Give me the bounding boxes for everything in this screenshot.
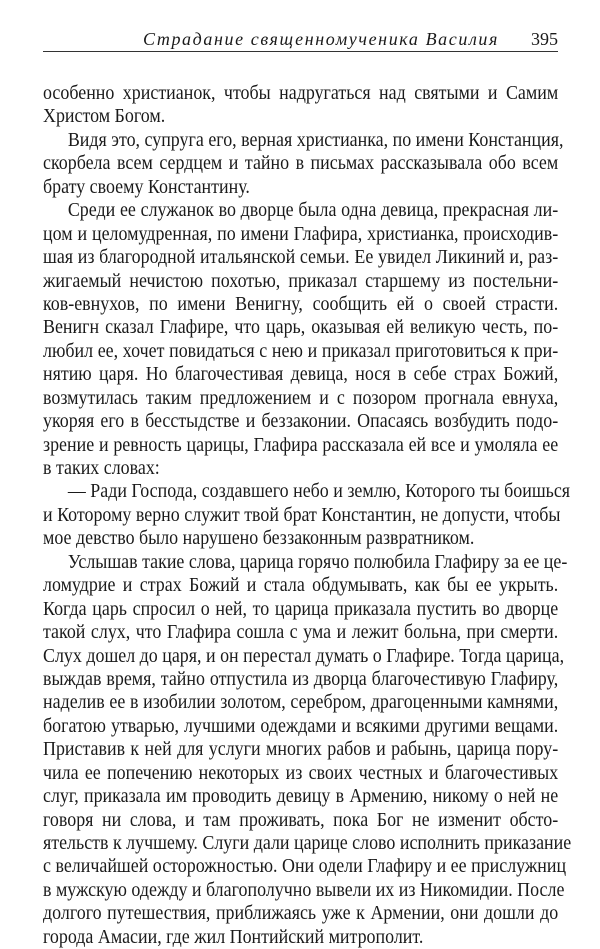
text-line: и Которому верно служит твой брат Константин, не допусти, чтобы [43,504,561,526]
paragraph [43,82,558,129]
text-line: ломудрие и страх Божий и стала обдумывать, как бы ее укрыть. [43,575,559,597]
text-line: скорбела всем сердцем и тайно в письмах рассказывала обо всем [43,153,559,175]
text-line: слуг, приказала им проводить девицу в Армению, никому о ней не [43,786,559,808]
text-line: Среди ее служанок во дворце была одна девица, прекрасная ли- [67,200,559,222]
text-line: брату своему Константину. [43,176,250,198]
text-line: нятию царя. Но благочестивая девица, нося в себе страх Божий, [43,364,559,386]
text-line: ков-евнухов, по имени Венигну, сообщить ей о своей страсти. [43,293,559,315]
text-line: укоряя его в бесстыдстве и беззаконии. Опасаясь возбудить подо- [43,411,559,433]
running-header-title: Страдание священномученика Василия [143,29,499,49]
text-line: говоря ни слова, и там проживать, пока Бог не изменит обсто- [43,809,559,831]
text-line: ятельств к лучшему. Слуги дали царице слово исполнить приказание [43,833,572,854]
text-line: Христом Богом. [43,106,166,128]
text-line: Приставив к ней для услуги многих рабов и рабынь, царица пору- [43,739,559,761]
text-line: жигаемый нечистою похотью, приказал старшему из постельни- [43,270,559,292]
running-header [43,29,558,52]
text-line: наделив ее в изобилии золотом, серебром, драгоценными камнями, [43,692,559,714]
paragraph [43,199,558,480]
text-line: зрение и ревность царицы, Глафира рассказала ей все и умоляла ее [43,434,559,456]
text-line: Венигн сказал Глафире, что царь, оказывая ей великую честь, по- [43,317,559,339]
text-line: выждав время, тайно отпустила из дворца благочестивую Глафиру, [43,668,559,690]
text-line: Видя это, супруга его, верная христианка, по имени Констанция, [67,129,564,151]
paragraph [43,551,572,949]
text-line: — Ради Господа, создавшего небо и землю, Которого ты боишься [67,481,571,503]
text-line: чила ее попечению некоторых из своих честных и благочестивых [43,762,559,784]
page-number: 395 [531,29,558,49]
text-line: такой слух, что Глафира сошла с ума и лежит больна, при смерти. [43,622,559,644]
text-line: в таких словах: [43,458,160,479]
text-line: цом и целомудренная, по имени Глафира, христианка, происходив- [43,223,559,245]
text-line: любил ее, хочет повидаться с нею и приказал приготовиться к при- [43,340,559,362]
text-line: богатою утварью, лучшими одеждами и всякими другими вещами. [43,715,559,737]
text-line: Когда царь спросил о ней, то царица приказала пустить во дворце [43,598,559,620]
text-line: возмутилась таким предложением и с позором прогнала евнуха, [43,387,559,409]
text-line: долгого путешествия, приближаясь уже к Армении, они дошли до [43,903,559,925]
text-line: города Амасии, где жил Понтийский митрополит. [43,926,424,948]
paragraph [43,480,571,550]
text-line: Слух дошел до царя, и он перестал думать о Глафире. Тогда царица, [43,645,565,667]
paragraph [43,129,564,199]
text-line: шая из благородной итальянской семьи. Ее увидел Ликиний и, раз- [43,247,559,269]
text-line: Услышав такие слова, царица горячо полюбила Глафиру за ее це- [67,551,568,573]
text-line: в мужскую одежду и благополучно вывели их из Никомидии. После [43,879,565,901]
text-line: особенно христианок, чтобы надругаться над святыми и Самим [43,83,559,104]
page-body [43,82,572,949]
text-line: с величайшей осторожностью. Они одели Глафиру и ее прислужниц [43,856,567,878]
text-line: мое девство было нарушено беззаконным развратником. [43,528,475,550]
